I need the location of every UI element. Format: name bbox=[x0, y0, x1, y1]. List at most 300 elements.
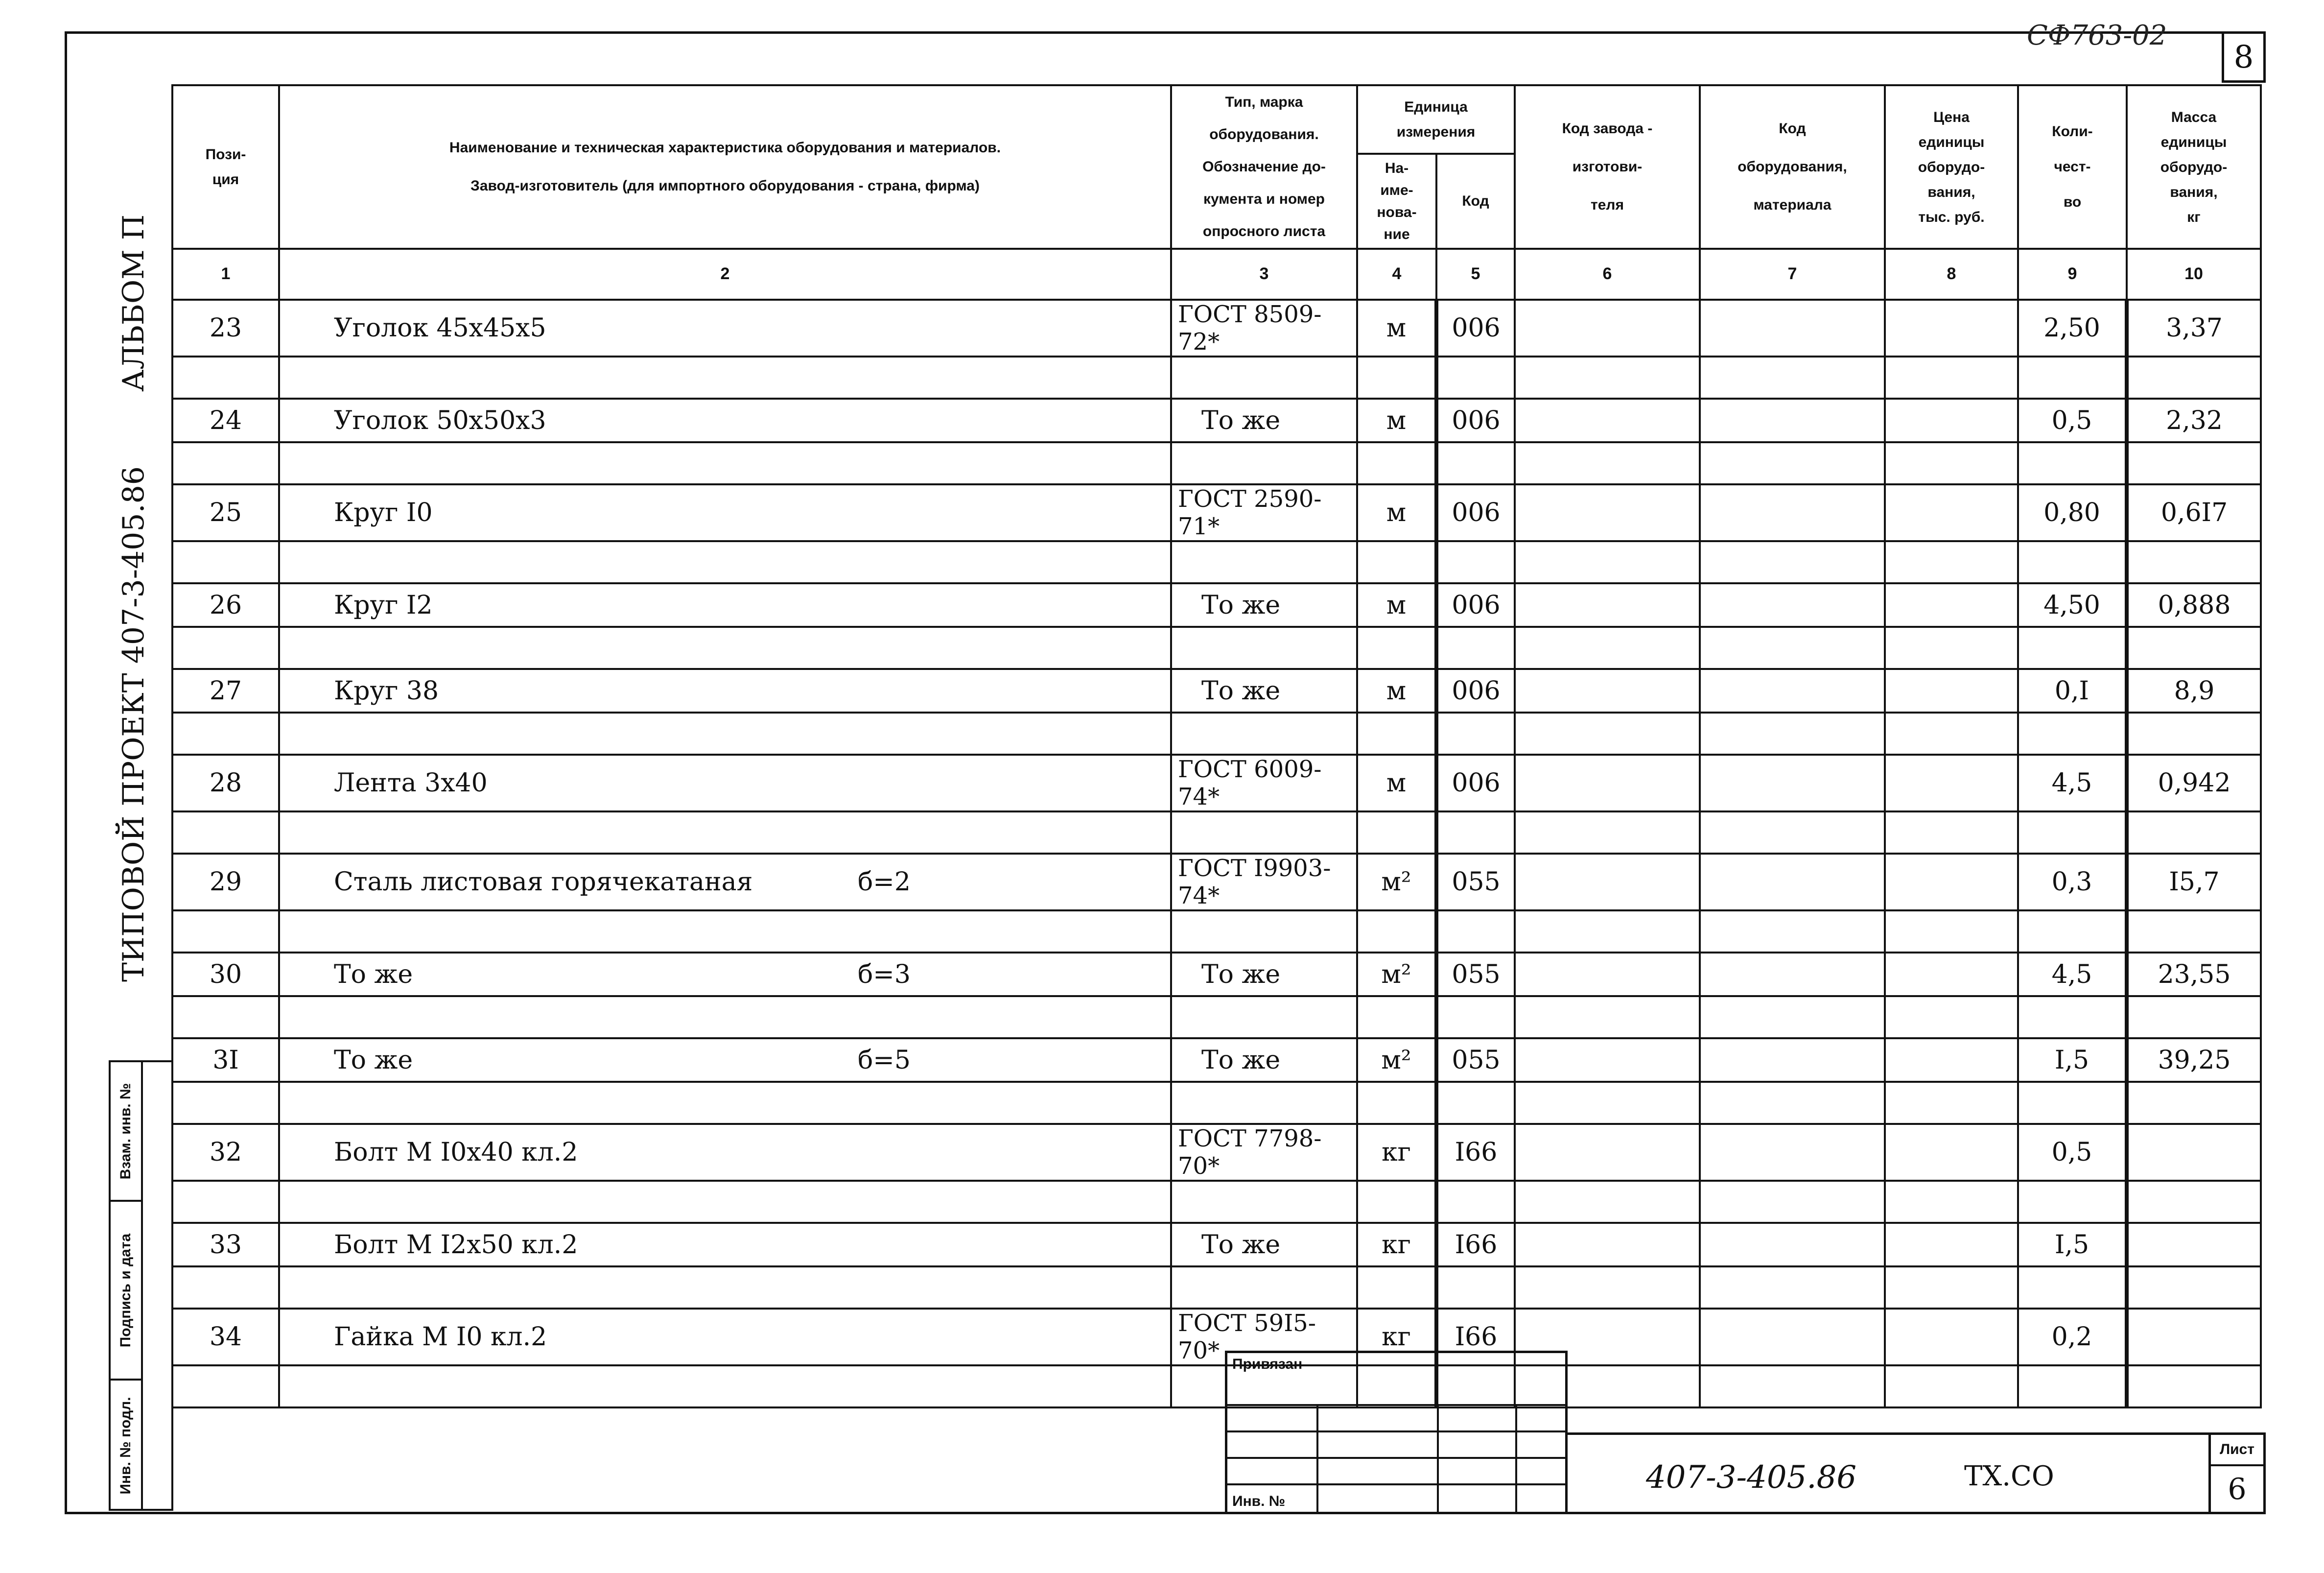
item-qty: I,5 bbox=[2018, 1038, 2127, 1082]
empty-cell bbox=[1700, 583, 1885, 627]
header-type: Тип, марка оборудования. Обозначение до- кумента и номер опросного листа bbox=[1171, 85, 1357, 249]
empty-cell bbox=[1436, 541, 1515, 583]
empty-cell bbox=[2018, 996, 2127, 1038]
empty-cell bbox=[172, 1365, 279, 1407]
empty-cell bbox=[1885, 669, 2018, 713]
empty-cell bbox=[1885, 953, 2018, 996]
top-sheet-number: 8 bbox=[2222, 31, 2266, 83]
item-name-text: Круг I2 bbox=[334, 590, 433, 620]
empty-cell bbox=[1885, 1124, 2018, 1181]
empty-cell bbox=[1700, 541, 1885, 583]
empty-cell bbox=[172, 1082, 279, 1124]
item-mass: 0,942 bbox=[2127, 755, 2261, 811]
item-mass bbox=[2127, 1223, 2261, 1266]
item-mass: 8,9 bbox=[2127, 669, 2261, 713]
item-unit: кг bbox=[1357, 1309, 1436, 1365]
item-unit: м bbox=[1357, 669, 1436, 713]
item-doc: То же bbox=[1171, 669, 1357, 713]
empty-cell bbox=[1885, 627, 2018, 669]
item-name bbox=[279, 854, 1171, 910]
empty-cell bbox=[172, 627, 279, 669]
item-unit: м bbox=[1357, 484, 1436, 541]
title-block bbox=[1568, 1432, 2266, 1514]
item-code: 006 bbox=[1436, 583, 1515, 627]
item-pos: 32 bbox=[172, 1124, 279, 1181]
empty-cell bbox=[1171, 442, 1357, 484]
empty-cell bbox=[2018, 1181, 2127, 1223]
margin-sign-date: Подпись и дата bbox=[111, 1202, 141, 1381]
table-row bbox=[172, 583, 2261, 627]
item-pos: 25 bbox=[172, 484, 279, 541]
empty-cell bbox=[1171, 996, 1357, 1038]
empty-cell bbox=[1515, 357, 1700, 399]
empty-cell bbox=[2127, 811, 2261, 854]
empty-cell bbox=[1515, 755, 1700, 811]
table-row bbox=[172, 1223, 2261, 1266]
table-row bbox=[172, 300, 2261, 357]
item-doc: То же bbox=[1171, 399, 1357, 442]
item-doc: ГОСТ 2590-71* bbox=[1171, 484, 1357, 541]
item-unit: кг bbox=[1357, 1223, 1436, 1266]
item-mass: 39,25 bbox=[2127, 1038, 2261, 1082]
empty-cell bbox=[1515, 713, 1700, 755]
empty-cell bbox=[279, 627, 1171, 669]
item-doc: ГОСТ 59I5-70* bbox=[1171, 1309, 1357, 1365]
empty-cell bbox=[1700, 627, 1885, 669]
empty-cell bbox=[2018, 357, 2127, 399]
item-qty: 0,5 bbox=[2018, 399, 2127, 442]
empty-cell bbox=[1515, 669, 1700, 713]
empty-cell bbox=[1436, 357, 1515, 399]
item-pos: 34 bbox=[172, 1309, 279, 1365]
margin-swap-inv: Взам. инв. № bbox=[111, 1062, 141, 1202]
item-unit: м bbox=[1357, 399, 1436, 442]
item-mass: 0,6I7 bbox=[2127, 484, 2261, 541]
empty-cell bbox=[1700, 1365, 1885, 1407]
item-name bbox=[279, 669, 1171, 713]
item-name-text: Сталь листовая горячекатаная bbox=[334, 867, 753, 897]
empty-cell bbox=[1885, 1181, 2018, 1223]
item-pos: 26 bbox=[172, 583, 279, 627]
empty-cell bbox=[1436, 713, 1515, 755]
item-name bbox=[279, 399, 1171, 442]
empty-cell bbox=[1700, 300, 1885, 357]
margin-strip bbox=[109, 1060, 173, 1511]
empty-cell bbox=[2127, 910, 2261, 953]
item-qty: 0,2 bbox=[2018, 1309, 2127, 1365]
empty-cell bbox=[172, 713, 279, 755]
empty-cell bbox=[1700, 854, 1885, 910]
item-pos: 27 bbox=[172, 669, 279, 713]
empty-cell bbox=[1357, 442, 1436, 484]
item-name bbox=[279, 1309, 1171, 1365]
empty-cell bbox=[1171, 811, 1357, 854]
empty-cell bbox=[279, 442, 1171, 484]
item-code: 006 bbox=[1436, 399, 1515, 442]
empty-cell bbox=[1700, 1309, 1885, 1365]
empty-cell bbox=[1515, 910, 1700, 953]
empty-cell bbox=[2018, 541, 2127, 583]
empty-cell bbox=[1436, 1266, 1515, 1309]
item-mass: 2,32 bbox=[2127, 399, 2261, 442]
column-number: 2 bbox=[279, 249, 1171, 300]
empty-cell bbox=[1171, 357, 1357, 399]
spacer-row bbox=[172, 996, 2261, 1038]
spacer-row bbox=[172, 541, 2261, 583]
binding-stamp bbox=[1225, 1351, 1568, 1514]
item-pos: 3I bbox=[172, 1038, 279, 1082]
empty-cell bbox=[1171, 1266, 1357, 1309]
item-doc: ГОСТ 6009-74* bbox=[1171, 755, 1357, 811]
empty-cell bbox=[1357, 627, 1436, 669]
column-number: 9 bbox=[2018, 249, 2127, 300]
item-mass bbox=[2127, 1124, 2261, 1181]
empty-cell bbox=[2018, 910, 2127, 953]
empty-cell bbox=[1357, 811, 1436, 854]
specification-table bbox=[171, 84, 2262, 1408]
empty-cell bbox=[1885, 996, 2018, 1038]
column-number: 4 bbox=[1357, 249, 1436, 300]
item-unit: м bbox=[1357, 755, 1436, 811]
empty-cell bbox=[1436, 1082, 1515, 1124]
empty-cell bbox=[279, 541, 1171, 583]
empty-cell bbox=[1885, 357, 2018, 399]
empty-cell bbox=[1885, 1365, 2018, 1407]
item-name-text: Болт М I0х40 кл.2 bbox=[334, 1138, 578, 1167]
empty-cell bbox=[279, 1181, 1171, 1223]
empty-cell bbox=[1515, 442, 1700, 484]
column-number: 6 bbox=[1515, 249, 1700, 300]
column-number: 10 bbox=[2127, 249, 2261, 300]
spacer-row bbox=[172, 811, 2261, 854]
empty-cell bbox=[1515, 1082, 1700, 1124]
empty-cell bbox=[279, 1266, 1171, 1309]
empty-cell bbox=[1885, 442, 2018, 484]
sheet-number: 6 bbox=[2228, 1472, 2247, 1506]
empty-cell bbox=[2127, 1266, 2261, 1309]
empty-cell bbox=[2127, 627, 2261, 669]
item-unit: м bbox=[1357, 300, 1436, 357]
empty-cell bbox=[1885, 1266, 2018, 1309]
item-name bbox=[279, 300, 1171, 357]
empty-cell bbox=[1515, 953, 1700, 996]
empty-cell bbox=[1515, 811, 1700, 854]
item-pos: 28 bbox=[172, 755, 279, 811]
item-code: 006 bbox=[1436, 669, 1515, 713]
header-unit-name: На- име- нова- ние bbox=[1357, 154, 1436, 249]
stamp-inv-label: Инв. № bbox=[1232, 1493, 1286, 1509]
item-name-text: То же bbox=[334, 1045, 413, 1075]
column-number: 1 bbox=[172, 249, 279, 300]
empty-cell bbox=[2018, 713, 2127, 755]
item-mass: I5,7 bbox=[2127, 854, 2261, 910]
empty-cell bbox=[1357, 910, 1436, 953]
empty-cell bbox=[1171, 627, 1357, 669]
header-quantity: Коли- чест- во bbox=[2018, 85, 2127, 249]
empty-cell bbox=[172, 442, 279, 484]
empty-cell bbox=[1171, 1181, 1357, 1223]
spacer-row bbox=[172, 1365, 2261, 1407]
empty-cell bbox=[172, 357, 279, 399]
empty-cell bbox=[2127, 442, 2261, 484]
empty-cell bbox=[1885, 910, 2018, 953]
table-row bbox=[172, 1124, 2261, 1181]
item-code: 055 bbox=[1436, 854, 1515, 910]
empty-cell bbox=[1885, 755, 2018, 811]
item-qty: 0,3 bbox=[2018, 854, 2127, 910]
sheet-cell bbox=[2208, 1435, 2263, 1514]
stamp-bound-label: Привязан bbox=[1232, 1356, 1303, 1372]
spacer-row bbox=[172, 627, 2261, 669]
empty-cell bbox=[2018, 811, 2127, 854]
item-pos: 33 bbox=[172, 1223, 279, 1266]
item-name bbox=[279, 755, 1171, 811]
empty-cell bbox=[1700, 1223, 1885, 1266]
column-number: 3 bbox=[1171, 249, 1357, 300]
empty-cell bbox=[172, 996, 279, 1038]
empty-cell bbox=[1436, 442, 1515, 484]
item-name bbox=[279, 1038, 1171, 1082]
empty-cell bbox=[1515, 854, 1700, 910]
item-code: 055 bbox=[1436, 953, 1515, 996]
item-qty: 4,50 bbox=[2018, 583, 2127, 627]
empty-cell bbox=[1357, 357, 1436, 399]
empty-cell bbox=[1436, 1181, 1515, 1223]
empty-cell bbox=[2018, 1082, 2127, 1124]
empty-cell bbox=[1357, 713, 1436, 755]
header-plant-code: Код завода - изготови- теля bbox=[1515, 85, 1700, 249]
spacer-row bbox=[172, 1266, 2261, 1309]
item-doc: ГОСТ 8509-72* bbox=[1171, 300, 1357, 357]
item-name-text: Гайка М I0 кл.2 bbox=[334, 1322, 547, 1352]
table-row bbox=[172, 399, 2261, 442]
item-name bbox=[279, 583, 1171, 627]
item-thickness: б=2 bbox=[858, 867, 911, 897]
item-qty: 4,5 bbox=[2018, 755, 2127, 811]
empty-cell bbox=[1515, 1223, 1700, 1266]
empty-cell bbox=[172, 811, 279, 854]
empty-cell bbox=[1885, 713, 2018, 755]
empty-cell bbox=[2127, 996, 2261, 1038]
item-unit: кг bbox=[1357, 1124, 1436, 1181]
table-row bbox=[172, 1038, 2261, 1082]
empty-cell bbox=[1885, 583, 2018, 627]
item-code: I66 bbox=[1436, 1124, 1515, 1181]
item-qty: I,5 bbox=[2018, 1223, 2127, 1266]
spacer-row bbox=[172, 713, 2261, 755]
empty-cell bbox=[1515, 541, 1700, 583]
header-price: Цена единицы оборудо- вания, тыс. руб. bbox=[1885, 85, 2018, 249]
item-name-text: Уголок 45х45х5 bbox=[334, 313, 546, 343]
item-name-text: Круг I0 bbox=[334, 498, 433, 527]
empty-cell bbox=[1700, 1038, 1885, 1082]
empty-cell bbox=[1700, 996, 1885, 1038]
table-row bbox=[172, 755, 2261, 811]
header-unit: Единица измерения bbox=[1357, 85, 1515, 154]
item-name bbox=[279, 484, 1171, 541]
empty-cell bbox=[1700, 669, 1885, 713]
empty-cell bbox=[1515, 996, 1700, 1038]
spacer-row bbox=[172, 357, 2261, 399]
header-name: Наименование и техническая характеристика оборудования и материалов. Завод-изготовитель (для импортного оборудования - страна, фирма) bbox=[279, 85, 1171, 249]
item-qty: 4,5 bbox=[2018, 953, 2127, 996]
item-doc: ГОСТ 7798-70* bbox=[1171, 1124, 1357, 1181]
empty-cell bbox=[1515, 583, 1700, 627]
item-qty: 0,I bbox=[2018, 669, 2127, 713]
empty-cell bbox=[172, 1181, 279, 1223]
empty-cell bbox=[1700, 1124, 1885, 1181]
spacer-row bbox=[172, 442, 2261, 484]
empty-cell bbox=[1700, 1082, 1885, 1124]
empty-cell bbox=[1700, 484, 1885, 541]
empty-cell bbox=[2018, 627, 2127, 669]
empty-cell bbox=[1515, 1124, 1700, 1181]
table-row bbox=[172, 484, 2261, 541]
column-numbers-row bbox=[172, 249, 2261, 300]
empty-cell bbox=[1700, 1181, 1885, 1223]
empty-cell bbox=[1700, 953, 1885, 996]
header-position: Пози- ция bbox=[172, 85, 279, 249]
empty-cell bbox=[2018, 1266, 2127, 1309]
empty-cell bbox=[1885, 300, 2018, 357]
spacer-row bbox=[172, 1082, 2261, 1124]
empty-cell bbox=[1515, 1266, 1700, 1309]
empty-cell bbox=[1700, 1266, 1885, 1309]
empty-cell bbox=[172, 541, 279, 583]
empty-cell bbox=[1515, 1038, 1700, 1082]
empty-cell bbox=[1357, 1181, 1436, 1223]
empty-cell bbox=[279, 996, 1171, 1038]
empty-cell bbox=[1436, 627, 1515, 669]
empty-cell bbox=[1515, 1181, 1700, 1223]
empty-cell bbox=[1357, 1266, 1436, 1309]
empty-cell bbox=[1700, 713, 1885, 755]
empty-cell bbox=[1700, 357, 1885, 399]
item-unit: м² bbox=[1357, 854, 1436, 910]
empty-cell bbox=[2127, 1082, 2261, 1124]
empty-cell bbox=[1885, 1038, 2018, 1082]
empty-cell bbox=[2127, 1181, 2261, 1223]
empty-cell bbox=[1515, 627, 1700, 669]
item-name-text: Лента 3х40 bbox=[334, 768, 488, 798]
item-mass bbox=[2127, 1309, 2261, 1365]
item-doc: То же bbox=[1171, 583, 1357, 627]
empty-cell bbox=[1171, 1082, 1357, 1124]
sheet-label: Лист bbox=[2211, 1435, 2263, 1466]
item-mass: 3,37 bbox=[2127, 300, 2261, 357]
project-label: ТИПОВОЙ ПРОЕКТ 407-3-405.86 bbox=[117, 466, 151, 982]
item-name-text: То же bbox=[334, 959, 413, 989]
item-doc: То же bbox=[1171, 1038, 1357, 1082]
empty-cell bbox=[279, 910, 1171, 953]
empty-cell bbox=[172, 910, 279, 953]
header-unit-code: Код bbox=[1436, 154, 1515, 249]
spacer-row bbox=[172, 910, 2261, 953]
item-pos: 23 bbox=[172, 300, 279, 357]
empty-cell bbox=[2018, 442, 2127, 484]
empty-cell bbox=[1357, 541, 1436, 583]
item-code: 006 bbox=[1436, 300, 1515, 357]
item-doc: То же bbox=[1171, 1223, 1357, 1266]
item-thickness: б=5 bbox=[858, 1045, 911, 1075]
item-pos: 29 bbox=[172, 854, 279, 910]
column-number: 8 bbox=[1885, 249, 2018, 300]
empty-cell bbox=[2018, 1365, 2127, 1407]
item-thickness: б=3 bbox=[858, 959, 911, 989]
item-pos: 24 bbox=[172, 399, 279, 442]
margin-inv-orig: Инв. № подл. bbox=[117, 1397, 134, 1495]
header-mass: Масса единицы оборудо- вания, кг bbox=[2127, 85, 2261, 249]
project-code: 407-3-405.86 bbox=[1646, 1459, 1857, 1496]
empty-cell bbox=[2127, 713, 2261, 755]
item-unit: м² bbox=[1357, 953, 1436, 996]
item-name bbox=[279, 1124, 1171, 1181]
item-name bbox=[279, 1223, 1171, 1266]
album-label: АЛЬБОМ П bbox=[117, 214, 151, 392]
table-row bbox=[172, 669, 2261, 713]
item-code: 006 bbox=[1436, 484, 1515, 541]
item-qty: 0,5 bbox=[2018, 1124, 2127, 1181]
empty-cell bbox=[1515, 484, 1700, 541]
empty-cell bbox=[1885, 484, 2018, 541]
column-number: 7 bbox=[1700, 249, 1885, 300]
item-qty: 2,50 bbox=[2018, 300, 2127, 357]
empty-cell bbox=[1436, 910, 1515, 953]
empty-cell bbox=[1171, 713, 1357, 755]
empty-cell bbox=[1515, 300, 1700, 357]
empty-cell bbox=[1171, 910, 1357, 953]
empty-cell bbox=[1885, 1309, 2018, 1365]
header-equipment-code: Код оборудования, материала bbox=[1700, 85, 1885, 249]
empty-cell bbox=[1700, 399, 1885, 442]
empty-cell bbox=[1171, 541, 1357, 583]
empty-cell bbox=[1436, 811, 1515, 854]
empty-cell bbox=[1357, 996, 1436, 1038]
empty-cell bbox=[279, 357, 1171, 399]
empty-cell bbox=[1700, 910, 1885, 953]
empty-cell bbox=[1700, 811, 1885, 854]
item-name-text: Уголок 50х50х3 bbox=[334, 405, 546, 435]
item-name bbox=[279, 953, 1171, 996]
empty-cell bbox=[1700, 442, 1885, 484]
empty-cell bbox=[2127, 541, 2261, 583]
empty-cell bbox=[1436, 996, 1515, 1038]
empty-cell bbox=[172, 1266, 279, 1309]
item-unit: м bbox=[1357, 583, 1436, 627]
empty-cell bbox=[1885, 854, 2018, 910]
empty-cell bbox=[279, 811, 1171, 854]
item-qty: 0,80 bbox=[2018, 484, 2127, 541]
item-code: 055 bbox=[1436, 1038, 1515, 1082]
empty-cell bbox=[2127, 357, 2261, 399]
empty-cell bbox=[279, 1365, 1171, 1407]
empty-cell bbox=[2127, 1365, 2261, 1407]
empty-cell bbox=[1357, 1082, 1436, 1124]
item-mass: 0,888 bbox=[2127, 583, 2261, 627]
item-name-text: Болт М I2х50 кл.2 bbox=[334, 1230, 578, 1260]
empty-cell bbox=[1700, 755, 1885, 811]
empty-cell bbox=[279, 713, 1171, 755]
spacer-row bbox=[172, 1181, 2261, 1223]
item-name-text: Круг 38 bbox=[334, 676, 439, 706]
corner-mark: СФ763-02 bbox=[2027, 20, 2167, 51]
document-code: ТХ.СО bbox=[1964, 1460, 2054, 1492]
empty-cell bbox=[1885, 1223, 2018, 1266]
empty-cell bbox=[1885, 1082, 2018, 1124]
item-pos: 30 bbox=[172, 953, 279, 996]
empty-cell bbox=[279, 1082, 1171, 1124]
item-mass: 23,55 bbox=[2127, 953, 2261, 996]
